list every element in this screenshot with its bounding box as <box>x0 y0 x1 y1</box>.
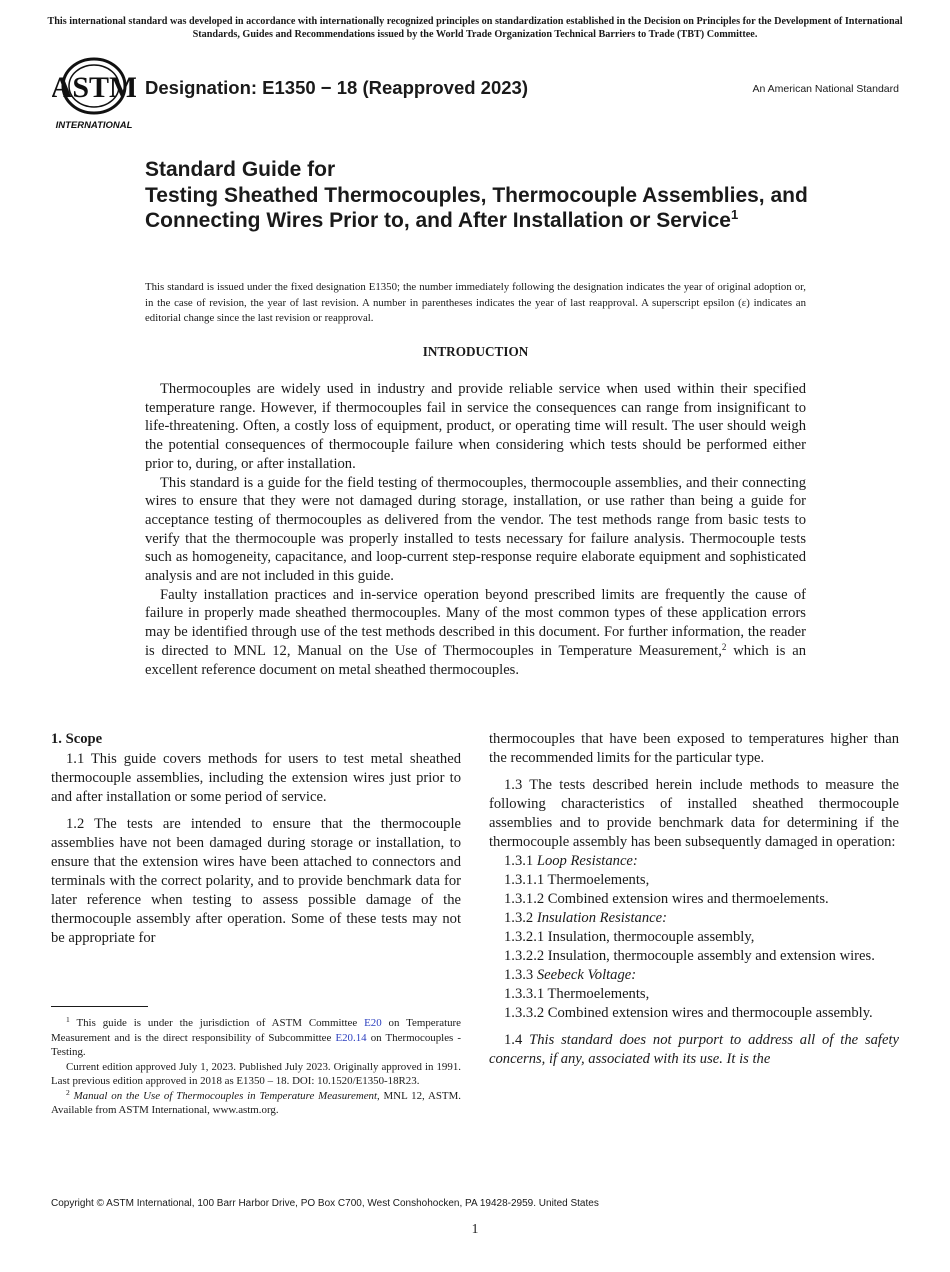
footnote-text: on Temperature Measurement and is the direct responsibility of Subcommittee <box>51 1017 461 1044</box>
wto-notice: This international standard was developed in accordance with internationally recognized principles on standardization established in the Decision on Principles for the Development of International Standards, Guides and Recommendations issued by the World Trade Organization Technical Barriers to Trade (TBT) Committee. <box>47 16 903 40</box>
section-1-3-2-2: 1.3.2.2 Insulation, thermocouple assembly and extension wires. <box>504 948 875 964</box>
section-1-4-text: This standard does not purport to address all of the safety concerns, if any, associated with its use. It is the <box>489 1032 899 1067</box>
section-1-2: 1.2 The tests are intended to ensure that the thermocouple assemblies have not been damaged during storage or installation, to ensure that the extension wires have been attached to connectors and terminals with the correct polarity, and to provide benchmark data for later reference when testing to assess possible damage of the thermocouple assembly after operation. Some of these tests may not be appropriate for <box>51 816 461 946</box>
issued-note: This standard is issued under the fixed designation E1350; the number immediately following the designation indicates the year of original adoption or, in the case of revision, the year of last revision. A number in parentheses indicates the year of last reapproval. A superscript epsilon (ε) indicates an editorial change since the last revision or reapproval. <box>145 281 806 324</box>
introduction-body <box>145 380 806 679</box>
section-1-3-3 <box>489 966 899 985</box>
footnote-2 <box>51 1089 461 1118</box>
intro-p3-text: Faulty installation practices and in-service operation beyond prescribed limits are frequently the cause of failure in properly made sheathed thermocouples. Many of the most common types of these application errors may be identified through use of the test methods described in this document. For further information, the reader is directed to MNL 12, Manual on the Use of Thermocouples in Temperature Measurement, <box>145 586 806 659</box>
section-1-3-1 <box>489 852 899 871</box>
footnote-ref-2[interactable]: 2 <box>721 641 727 652</box>
footnote-text: on Thermocouples - Testing. <box>51 1031 461 1058</box>
footnotes <box>51 1016 461 1118</box>
section-1-1: 1.1 This guide covers methods for users to test metal sheathed thermocouple assemblies, including the extension wires just prior to and after installation or some period of service. <box>51 751 461 805</box>
section-1-3-1-title: Loop Resistance: <box>536 853 638 869</box>
document-title <box>145 157 845 234</box>
title-line-2: Testing Sheathed Thermocouples, Thermocouple Assemblies, and Connecting Wires Prior to, and After Installation or Service <box>145 183 808 232</box>
section-1-3-2-title: Insulation Resistance: <box>536 910 667 926</box>
astm-logo <box>52 56 136 132</box>
section-1-3-3-2: 1.3.3.2 Combined extension wires and thermocouple assembly. <box>504 1005 873 1021</box>
section-number: 1.4 <box>504 1032 523 1048</box>
section-number: 1.3.3 <box>504 967 534 983</box>
scope-heading: 1. Scope <box>51 731 103 747</box>
left-column <box>51 730 461 948</box>
title-line-1: Standard Guide for <box>145 158 336 181</box>
footnote-text: This guide is under the jurisdiction of ASTM Committee <box>69 1017 365 1029</box>
footnote-text: , MNL 12, ASTM. Available from ASTM International, www.astm.org. <box>51 1089 461 1116</box>
footnote-marker: 1 <box>66 1015 70 1024</box>
section-1-3-1-2: 1.3.1.2 Combined extension wires and thermoelements. <box>504 891 829 907</box>
introduction-heading: INTRODUCTION <box>422 344 529 359</box>
footnote-divider <box>51 1006 148 1007</box>
footnote-1 <box>51 1016 461 1060</box>
copyright: Copyright © ASTM International, 100 Barr Harbor Drive, PO Box C700, West Conshohocken, PA 19428-2959. United States <box>51 1198 599 1209</box>
right-column <box>489 730 899 1069</box>
committee-e20-link[interactable]: E20 <box>364 1017 382 1029</box>
section-number: 1.3.2 <box>504 910 534 926</box>
subcommittee-e20-14-link[interactable]: E20.14 <box>335 1031 367 1044</box>
logo-subtext: INTERNATIONAL <box>55 120 133 131</box>
section-1-4 <box>489 1031 899 1069</box>
section-1-3-2 <box>489 909 899 928</box>
title-footnote-ref[interactable]: 1 <box>730 207 739 222</box>
designation: Designation: E1350 − 18 (Reapproved 2023) <box>145 77 528 98</box>
section-1-3-3-title: Seebeck Voltage: <box>536 967 637 983</box>
edition-note: Current edition approved July 1, 2023. Published July 2023. Originally approved in 1991. Last previous edition approved in 2018 as E1350 – 18. DOI: 10.1520/E1350-18R23. <box>51 1060 461 1087</box>
section-number: 1.3.1 <box>504 853 534 869</box>
section-1-3-3-1: 1.3.3.1 Thermoelements, <box>504 986 650 1002</box>
intro-paragraph: Thermocouples are widely used in industry and provide reliable service when used within their specified temperature range. However, if thermocouples fail in service the consequences can range from insignificant to life-threatening. Often, a costly loss of equipment, product, or operating time will result. The user should weigh the potential consequences of thermocouple failure when considering which tests should be performed either prior to, during, or after installation. <box>145 381 806 472</box>
intro-paragraph: This standard is a guide for the field testing of thermocouples, thermocouple assemblies, and their connecting wires to ensure that they were not damaged during storage, installation, or use rather than being a guide for acceptance testing of thermocouples as delivered from the vendor. The test methods range from basic tests to verify that the thermocouple was properly installed to tests necessary for failure analysis. Thermocouple tests such as homogeneity, capacitance, and loop-current step-response require elaborate equipment and sophisticated analysis and are not included in this guide. <box>145 474 806 585</box>
section-1-3: 1.3 The tests described herein include methods to measure the following characteristics of installed sheathed thermocouple assemblies and to provide benchmark data for determining if the thermocouple assembly has been subsequently damaged in operation: <box>489 777 899 850</box>
intro-paragraph <box>145 586 806 680</box>
section-1-2-continued: thermocouples that have been exposed to temperatures higher than the recommended limits for the particular type. <box>489 731 899 766</box>
section-1-3-1-1: 1.3.1.1 Thermoelements, <box>504 872 650 888</box>
intro-p3-text-end: which is an excellent reference document on metal sheathed thermocouples. <box>145 642 806 678</box>
title-main <box>145 183 845 234</box>
manual-title: Manual on the Use of Thermocouples in Temperature Measurement <box>73 1089 377 1102</box>
logo-letters: ASTM <box>52 71 136 104</box>
footnote-marker: 2 <box>66 1087 70 1097</box>
page-number: 1 <box>471 1221 479 1236</box>
section-1-3-2-1: 1.3.2.1 Insulation, thermocouple assembly, <box>504 929 755 945</box>
national-standard-label: An American National Standard <box>752 83 899 95</box>
